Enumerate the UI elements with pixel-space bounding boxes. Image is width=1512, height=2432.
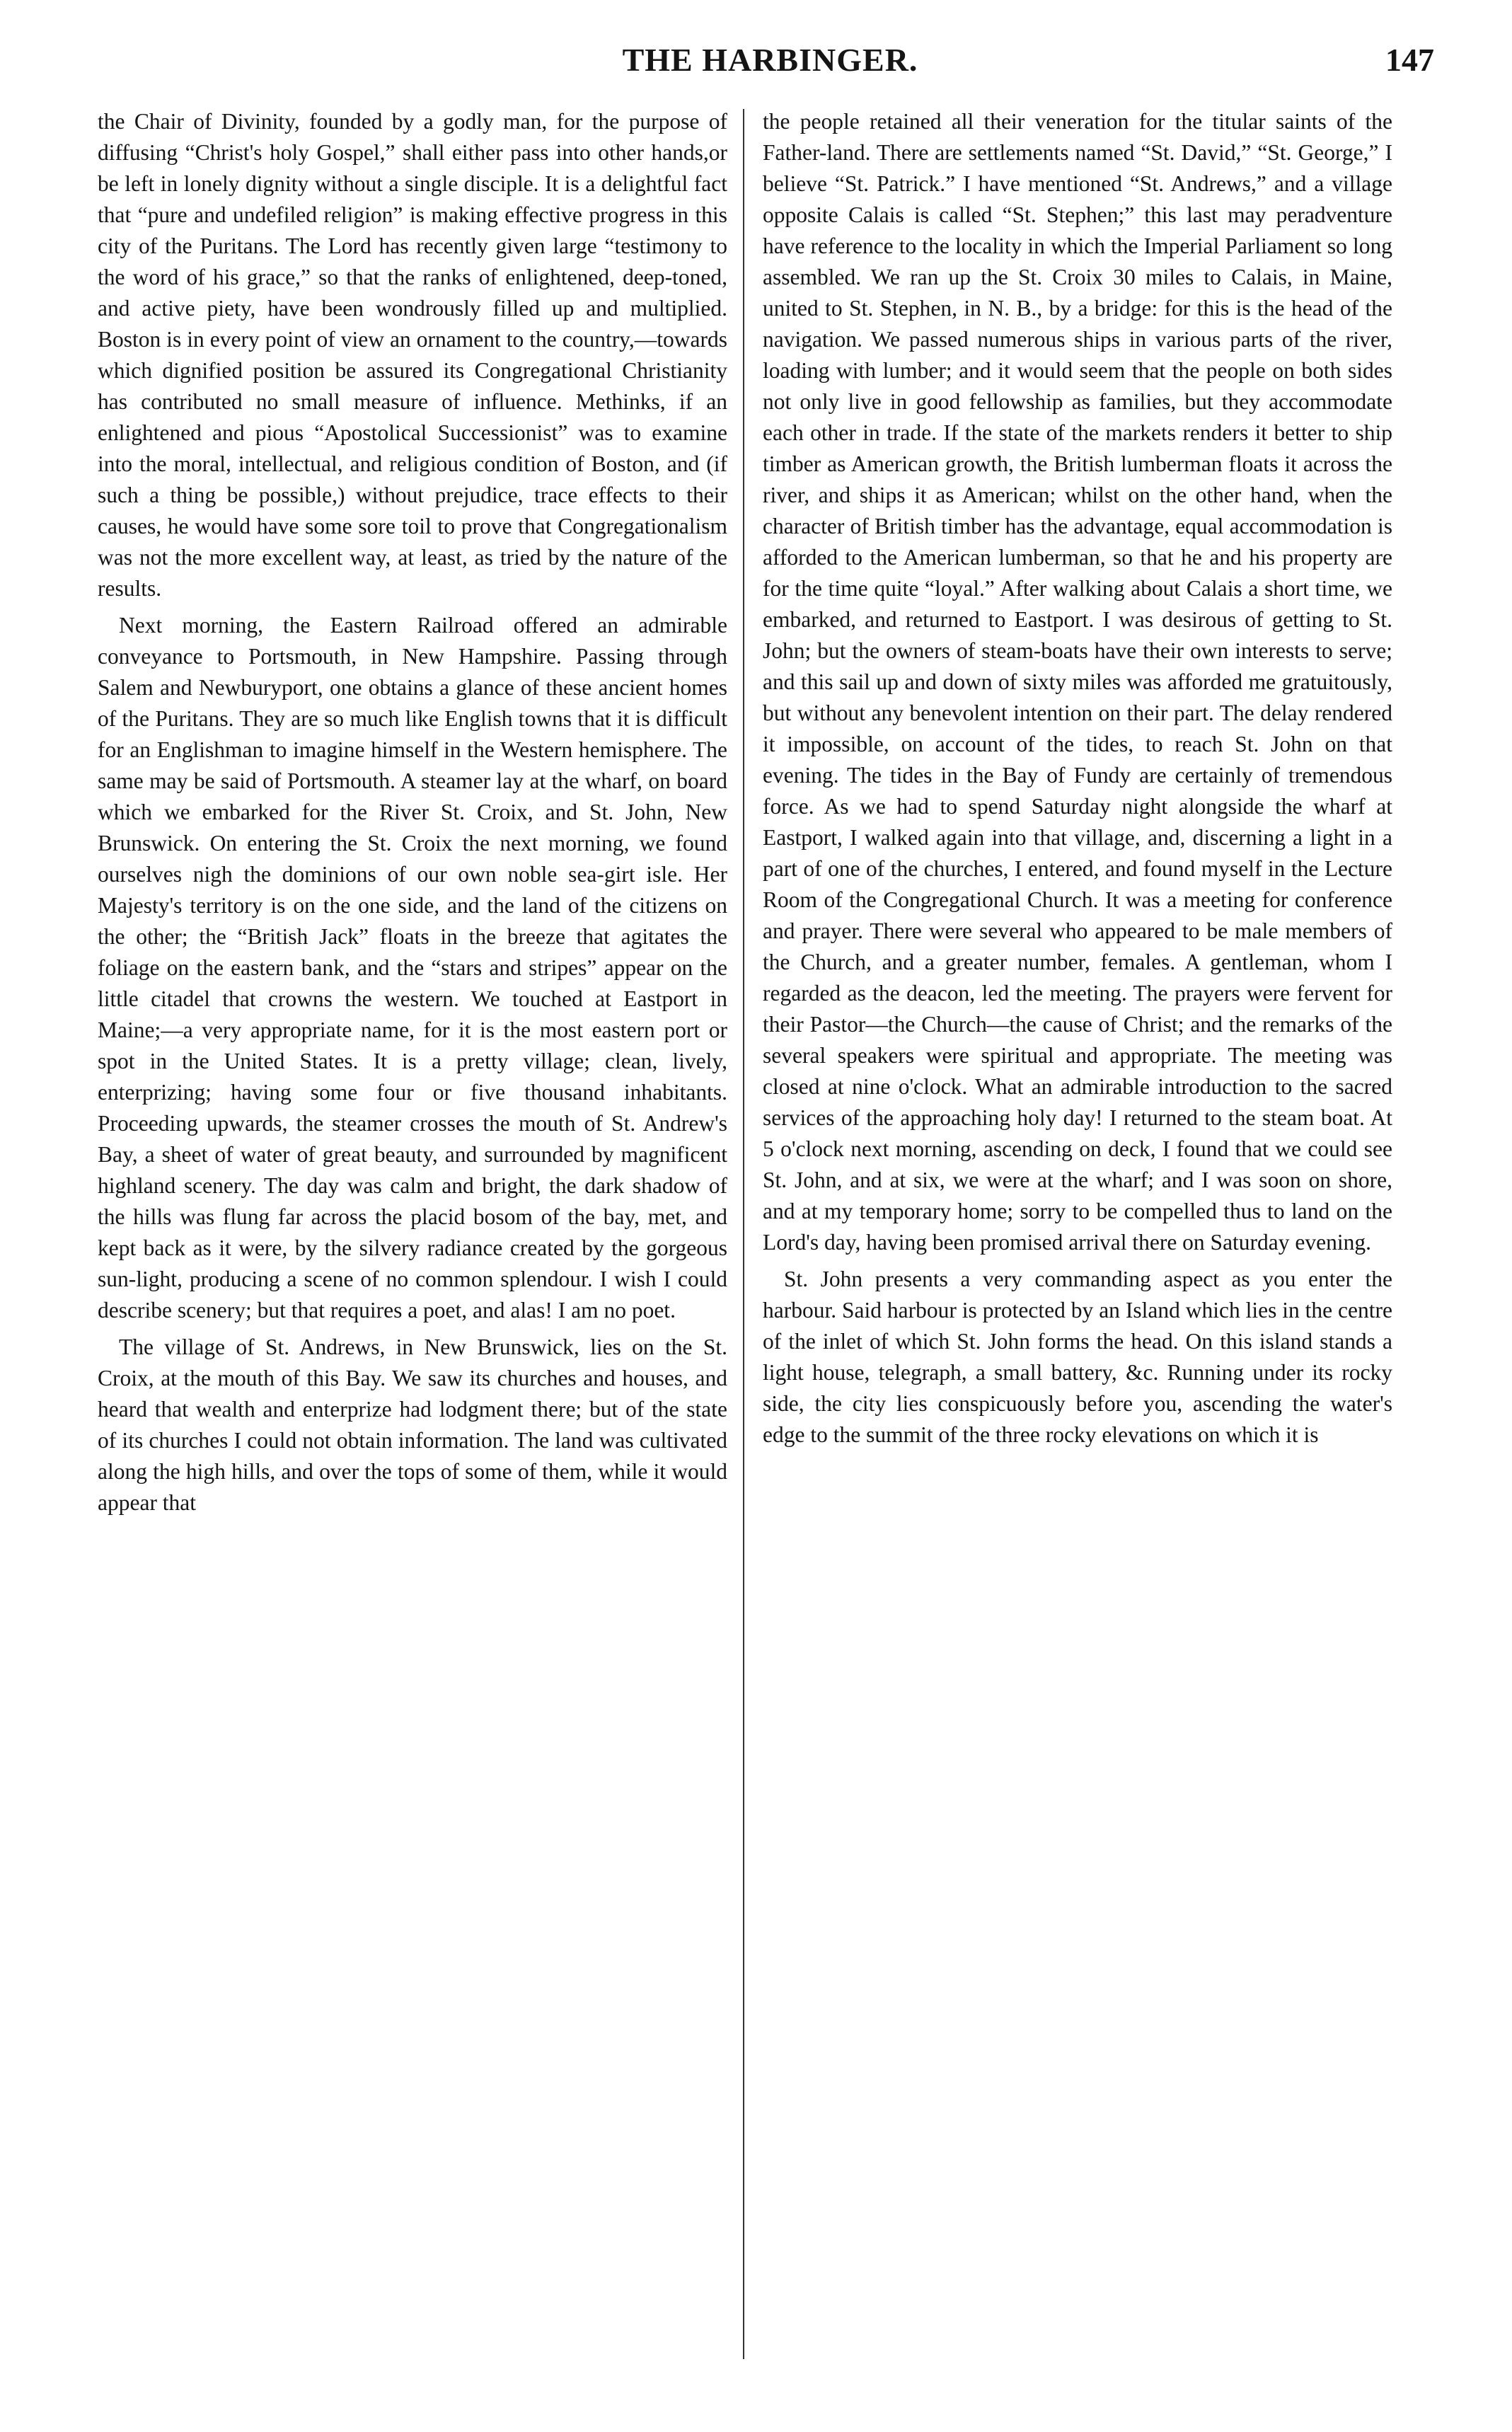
paragraph: St. John presents a very commanding aspect as you enter the harbour. Said harbour is protected by an Island which lies in the centre of the inlet of which St. John forms the head. On this island stands a light house, telegraph, a small battery, &c. Running under its rocky side, the city lies conspicuously before you, ascending the water's edge to the summit of the three rocky elevations on which it is (763, 1267, 1392, 1447)
left-column (98, 106, 727, 1518)
right-column (763, 106, 1392, 1451)
page-header (106, 41, 1434, 98)
paragraph: The village of St. Andrews, in New Brunswick, lies on the St. Croix, at the mouth of this Bay. We saw its churches and houses, and heard that wealth and enterprize had lodgment there; but of the state of its churches I could not obtain information. The land was cultivated along the high hills, and over the tops of some of them, while it would appear that (98, 1335, 727, 1515)
running-title: THE HARBINGER. (622, 42, 918, 78)
paragraph: the people retained all their veneration for the titular saints of the Father-land. There are settlements named “St. David,” “St. George,” I believe “St. Patrick.” I have mentioned “St. Andrews,” and a village opposite Calais is called “St. Stephen;” this last may peradventure have reference to the locality in which the Imperial Parliament so long assembled. We ran up the St. Croix 30 miles to Calais, in Maine, united to St. Stephen, in N. B., by a bridge: for this is the head of the navigation. We passed numerous ships in various parts of the river, loading with lumber; and it would seem that the people on both sides not only live in good fellowship as families, but they accommodate each other in trade. If the state of the markets renders it better to ship timber as American growth, the British lumberman floats it across the river, and ships it as American; whilst on the other hand, when the character of British timber has the advantage, equal accommodation is afforded to the American lumberman, so that he and his property are for the time quite “loyal.” After walking about Calais a short time, we embarked, and returned to Eastport. I was desirous of getting to St. John; but the owners of steam-boats have their own interests to serve; and this sail up and down of sixty miles was afforded me gratuitously, but without any benevolent intention on their part. The delay rendered it impossible, on account of the tides, to reach St. John on that evening. The tides in the Bay of Fundy are certainly of tremendous force. As we had to spend Saturday night alongside the wharf at Eastport, I walked again into that village, and, discerning a light in a part of one of the churches, I entered, and found myself in the Lecture Room of the Congregational Church. It was a meeting for conference and prayer. There were several who appeared to be male members of the Church, and a greater number, females. A gentleman, whom I regarded as the deacon, led the meeting. The prayers were fervent for their Pastor—the Church—the cause of Christ; and the remarks of the several speakers were spiritual and appropriate. The meeting was closed at nine o'clock. What an admirable introduction to the sacred services of the approaching holy day! I returned to the steam boat. At 5 o'clock next morning, ascending on deck, I found that we could see St. John, and at six, we were at the wharf; and I was soon on shore, and at my temporary home; sorry to be compelled thus to land on the Lord's day, having been promised arrival there on Saturday evening. (763, 109, 1392, 1255)
paragraph: Next morning, the Eastern Railroad offered an admirable conveyance to Portsmouth, in New Hampshire. Passing through Salem and Newburyport, one obtains a glance of these ancient homes of the Puritans. They are so much like English towns that it is difficult for an Englishman to imagine himself in the Western hemisphere. The same may be said of Portsmouth. A steamer lay at the wharf, on board which we embarked for the River St. Croix, and St. John, New Brunswick. On entering the St. Croix the next morning, we found ourselves nigh the dominions of our own noble sea-girt isle. Her Majesty's territory is on the one side, and the land of the citizens on the other; the “British Jack” floats in the breeze that agitates the foliage on the eastern bank, and the “stars and stripes” appear on the little citadel that crowns the western. We touched at Eastport in Maine;—a very appropriate name, for it is the most eastern port or spot in the United States. It is a pretty village; clean, lively, enterprizing; having some four or five thousand inhabitants. Proceeding upwards, the steamer crosses the mouth of St. Andrew's Bay, a sheet of water of great beauty, and surrounded by magnificent highland scenery. The day was calm and bright, the dark shadow of the hills was flung far across the placid bosom of the bay, met, and kept back as it were, by the silvery radiance created by the gorgeous sun-light, producing a scene of no common splendour. I wish I could describe scenery; but that requires a poet, and alas! I am no poet. (98, 613, 727, 1322)
paragraph: the Chair of Divinity, founded by a godly man, for the purpose of diffusing “Christ's holy Gospel,” shall either pass into other hands,or be left in lonely dignity without a single disciple. It is a delightful fact that “pure and undefiled religion” is making effective progress in this city of the Puritans. The Lord has recently given large “testimony to the word of his grace,” so that the ranks of enlightened, deep-toned, and active piety, have been wondrously filled up and multiplied. Boston is in every point of view an ornament to the country,—towards which dignified position be assured its Congregational Christianity has contributed no small measure of influence. Methinks, if an enlightened and pious “Apostolical Successionist” was to examine into the moral, intellectual, and religious condition of Boston, and (if such a thing be possible,) without prejudice, trace effects to their causes, he would have some sore toil to prove that Congregationalism was not the more excellent way, at least, as tried by the nature of the results. (98, 109, 727, 601)
page-number: 147 (1385, 42, 1434, 78)
text-columns (98, 106, 1428, 2392)
column-divider (743, 109, 744, 2359)
